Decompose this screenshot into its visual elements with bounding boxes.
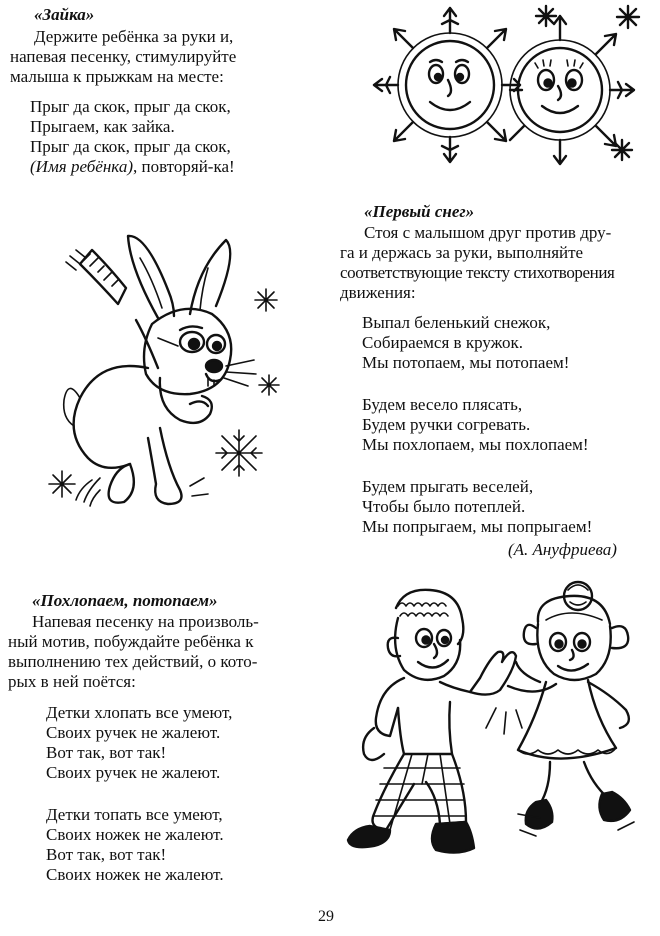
snowflake-icon <box>254 288 278 312</box>
snowflake-icon <box>617 6 639 28</box>
zayka-title: «Зайка» <box>34 5 95 24</box>
sneg-stanza1-line: Мы потопаем, мы потопаем! <box>362 353 570 372</box>
zayka-verse-line: Прыг да скок, прыг да скок, <box>30 137 231 156</box>
page-number: 29 <box>318 908 334 925</box>
sneg-stanza3-line: Будем прыгать веселей, <box>362 477 534 496</box>
zayka-intro-line: Держите ребёнка за руки и, <box>34 27 234 46</box>
sneg-stanza1-line: Собираемся в кружок. <box>362 333 523 352</box>
sneg-intro-line: га и держась за руки, выполняйте <box>340 243 584 262</box>
khlopaem-intro-line: ный мотив, побуждайте ребёнка к <box>8 632 254 651</box>
khlopaem-intro-line: Напевая песенку на произволь- <box>32 612 259 631</box>
khlopaem-intro-line: выполнению тех действий, о кото- <box>8 652 258 671</box>
zayka-verse-line: Прыг да скок, прыг да скок, <box>30 97 231 116</box>
snowflake-icon <box>258 374 280 396</box>
sneg-author: (А. Ануфриева) <box>508 540 617 559</box>
zayka-verse-line: Прыгаем, как зайка. <box>30 117 175 136</box>
clapping-children-illustration <box>340 578 650 878</box>
snowflake-icon <box>48 470 76 498</box>
sneg-stanza3-line: Чтобы было потеплей. <box>362 497 526 516</box>
sneg-title: «Первый снег» <box>364 202 475 221</box>
child-name-placeholder: (Имя ребёнка) <box>30 157 133 176</box>
snowflake-suns-illustration <box>360 0 650 170</box>
khlopaem-stanza2-line: Вот так, вот так! <box>46 845 167 864</box>
khlopaem-stanza1-line: Своих ручек не жалеют. <box>46 763 221 782</box>
khlopaem-stanza1-line: Детки хлопать все умеют, <box>46 703 233 722</box>
left-snow-sun-icon <box>374 8 520 162</box>
sneg-intro-line: Стоя с малышом друг против дру- <box>364 223 612 242</box>
sneg-stanza3-line: Мы попрыгаем, мы попрыгаем! <box>362 517 593 536</box>
snowflake-icon <box>536 6 556 26</box>
sneg-stanza2-line: Мы похлопаем, мы похлопаем! <box>362 435 589 454</box>
boy-figure <box>348 590 516 853</box>
sneg-stanza1-line: Выпал беленький снежок, <box>362 313 551 332</box>
khlopaem-stanza2-line: Своих ножек не жалеют. <box>46 865 224 884</box>
khlopaem-stanza1-line: Вот так, вот так! <box>46 743 167 762</box>
zayka-intro-line: напевая песенку, стимулируйте <box>10 47 237 66</box>
sneg-intro-line: движения: <box>340 283 416 302</box>
khlopaem-intro-line: рых в ней поётся: <box>8 672 136 691</box>
zayka-verse-last-line <box>30 158 235 175</box>
snowflake-icon <box>612 140 632 160</box>
zayka-intro-line: малыша к прыжкам на месте: <box>10 67 224 86</box>
sneg-stanza2-line: Будем весело плясать, <box>362 395 523 414</box>
khlopaem-stanza2-line: Своих ножек не жалеют. <box>46 825 224 844</box>
khlopaem-title: «Похлопаем, потопаем» <box>32 591 218 610</box>
khlopaem-stanza1-line: Своих ручек не жалеют. <box>46 723 221 742</box>
khlopaem-stanza2-line: Детки топать все умеют, <box>46 805 223 824</box>
snowflake-icon <box>214 428 264 478</box>
zayka-verse-last-rest: , повторяй-ка! <box>132 157 235 176</box>
girl-figure <box>508 582 630 829</box>
sneg-stanza2-line: Будем ручки согревать. <box>362 415 531 434</box>
right-snow-sun-icon <box>510 16 634 164</box>
sneg-intro-line: соответствующие тексту стихотворения <box>340 263 615 282</box>
